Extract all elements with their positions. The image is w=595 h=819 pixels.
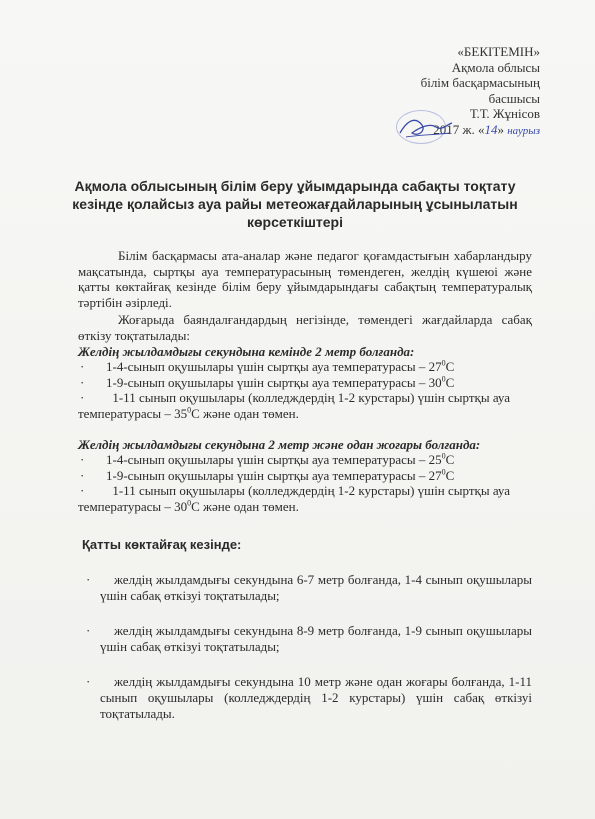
section1-item-1: · 1-4-сынып оқушылары үшін сыртқы ауа температурасы – $27^0С$ [80, 358, 455, 375]
bullet-icon: · [80, 374, 85, 390]
approval-word: «БЕКІТЕМІН» [457, 44, 540, 59]
section3-item-3: · желдің жылдамдығы секундына 10 метр және одан жоғары болғанда, 1-11 сынып оқушылары (колледждердің 1-2 курстары) үшін сабақ өткізуі тоқтатылады. [86, 674, 532, 721]
document-body [78, 248, 532, 721]
bullet-icon: · [80, 390, 85, 406]
section2-header: Желдің жылдамдығы секундына 2 метр және одан жоғары болғанда: [78, 436, 481, 452]
approval-signer: Т.Т. Жұнісов [469, 106, 540, 121]
page-title: Ақмола облысының білім беру ұйымдарында сабақты тоқтату кезінде қолайсыз ауа райы метеожағдайларының ұсынылатын көрсеткіштері [72, 178, 518, 230]
section1-header: Желдің жылдамдығы секундына кемінде 2 метр болғанда: [78, 343, 415, 359]
section3-item-2: · желдің жылдамдығы секундына 8-9 метр болғанда, 1-9 сынып оқушылары үшін сабақ өткізуі тоқтатылады; [86, 623, 532, 654]
intro-paragraph: Білім басқармасы ата-аналар және педагог қоғамдастығын хабарландыру мақсатында, сыртқы ауа температурасының төмендеген, желдің күшеюі және қатты көктайғақ кезінде білім беру ұйымдарындағы сабақтың температуралық тәртібін әзірледі. [78, 248, 532, 310]
bullet-icon: · [80, 452, 85, 468]
bullet-icon: · [86, 623, 91, 639]
section2-item-2: · 1-9-сынып оқушылары үшін сыртқы ауа температурасы – $27^0С$ [80, 467, 455, 483]
date-prefix: 2017 ж. « [433, 121, 485, 137]
bullet-icon: · [86, 674, 91, 690]
bullet-icon: · [86, 572, 91, 588]
intro-paragraph-2: Жоғарыда баяндалғандардың негізінде, төмендегі жағдайларда сабақ өткізу тоқтатылады: [78, 312, 532, 343]
approval-department: білім басқармасының [420, 75, 540, 90]
section1-item-2: · 1-9-сынып оқушылары үшін сыртқы ауа температурасы – $30^0С$ [80, 374, 455, 390]
date-mid: » [497, 121, 504, 137]
signature-image [396, 113, 456, 143]
section2-item-1: · 1-4-сынып оқушылары үшін сыртқы ауа температурасы – $25^0С$ [80, 451, 455, 468]
section3-header: Қатты көктайғақ кезінде: [82, 536, 242, 552]
section3-item-1: · желдің жылдамдығы секундына 6-7 метр болғанда, 1-4 сынып оқушылары үшін сабақ өткізуі тоқтатылады; [86, 572, 532, 603]
bullet-icon: · [80, 359, 85, 375]
approval-region: Ақмола облысы [451, 59, 540, 75]
bullet-icon: · [80, 467, 85, 483]
bullet-icon: · [80, 483, 85, 499]
section1-item-3: · 1-11 сынып оқушылары (колледждердің 1-2 курстары) үшін сыртқы ауа температурасы – $35^0С$ және одан төмен. [78, 390, 511, 421]
date-day: 14 [484, 121, 498, 137]
approval-position: басшысы [488, 90, 540, 106]
section2-item-3: · 1-11 сынып оқушылары (колледждердің 1-2 курстары) үшін сыртқы ауа температурасы – $30^0С$ және одан төмен. [78, 483, 511, 514]
date-month: наурыз [507, 124, 540, 137]
